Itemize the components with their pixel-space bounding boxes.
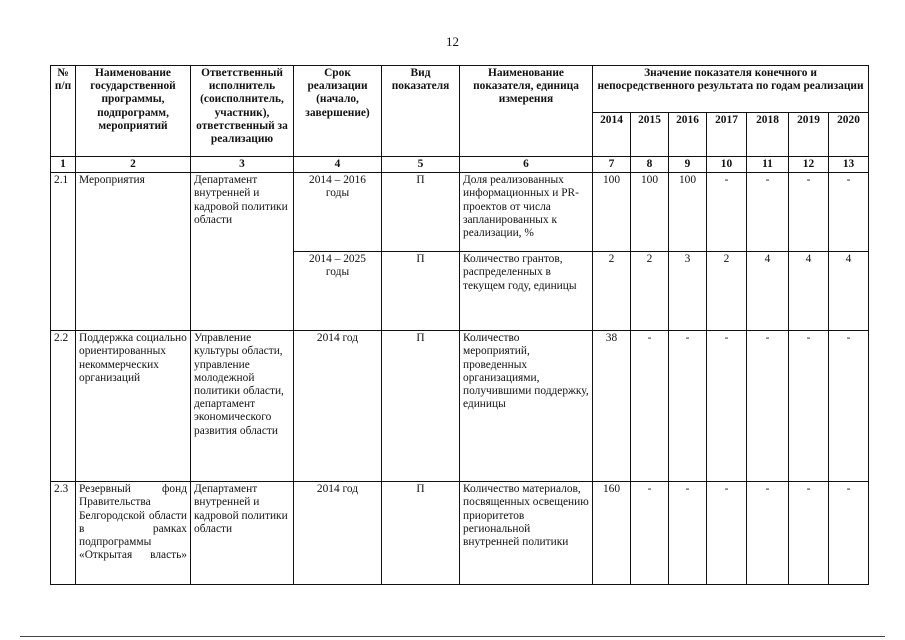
header-year: 2018 [747, 113, 789, 157]
column-number: 1 [51, 157, 76, 173]
header-year: 2015 [631, 113, 669, 157]
header-year: 2020 [829, 113, 869, 157]
page-number: 12 [446, 34, 459, 49]
row-value: - [707, 331, 747, 482]
header-indicator-name: Наименование показателя, единица измерения [460, 66, 593, 157]
row-executor: Управление культуры области, управление молодежной политики области, департамент экономического развития области [191, 331, 294, 482]
row-value: - [829, 173, 869, 252]
row-number: 2.2 [51, 331, 76, 482]
column-number: 11 [747, 157, 789, 173]
row-value: 4 [829, 252, 869, 331]
column-number: 12 [789, 157, 829, 173]
table-row [51, 482, 869, 585]
header-year: 2019 [789, 113, 829, 157]
row-indicator-name: Доля реализованных информационных и PR-проектов от числа запланированных к реализации, % [460, 173, 593, 252]
header-values-group: Значение показателя конечного и непосредственного результата по годам реализации [593, 66, 869, 113]
row-value: 100 [631, 173, 669, 252]
row-term: 2014 год [294, 331, 382, 482]
indicators-table [50, 65, 869, 585]
row-value: 160 [593, 482, 631, 585]
header-year: 2016 [669, 113, 707, 157]
row-value: - [789, 331, 829, 482]
table-row [51, 173, 869, 252]
row-value: - [747, 331, 789, 482]
row-value: 38 [593, 331, 631, 482]
row-value: - [669, 482, 707, 585]
row-value: - [747, 482, 789, 585]
header-indicator-kind: Вид показателя [382, 66, 460, 157]
column-numbers-row [51, 157, 869, 173]
row-value: 4 [789, 252, 829, 331]
row-value: - [829, 482, 869, 585]
column-number: 10 [707, 157, 747, 173]
row-value: - [789, 482, 829, 585]
row-number: 2.3 [51, 482, 76, 585]
page-bottom-rule [20, 636, 885, 638]
row-indicator-kind: П [382, 331, 460, 482]
row-term: 2014 – 2016 годы [294, 173, 382, 252]
column-number: 2 [76, 157, 191, 173]
row-indicator-name: Количество мероприятий, проведенных организациями, получившими поддержку, единицы [460, 331, 593, 482]
header-term: Срок реализации (начало, завершение) [294, 66, 382, 157]
column-number: 8 [631, 157, 669, 173]
row-value: 100 [669, 173, 707, 252]
column-number: 6 [460, 157, 593, 173]
row-term: 2014 – 2025 годы [294, 252, 382, 331]
column-number: 5 [382, 157, 460, 173]
row-value: 3 [669, 252, 707, 331]
table-row [51, 331, 869, 482]
row-value: 100 [593, 173, 631, 252]
header-program-name: Наименование государственной программы, подпрограмм, мероприятий [76, 66, 191, 157]
row-program-name: Поддержка социально ориентированных некоммерческих организаций [76, 331, 191, 482]
row-value: - [631, 331, 669, 482]
row-program-name: Резервный фонд Правительства Белгородской области в рамках подпрограммы «Открытая власть» [76, 482, 191, 585]
header-row [51, 66, 869, 113]
column-number: 13 [829, 157, 869, 173]
row-value: - [747, 173, 789, 252]
row-indicator-kind: П [382, 252, 460, 331]
column-number: 7 [593, 157, 631, 173]
row-value: - [789, 173, 829, 252]
row-program-name: Мероприятия [76, 173, 191, 331]
header-year: 2014 [593, 113, 631, 157]
row-value: - [707, 173, 747, 252]
row-number: 2.1 [51, 173, 76, 331]
row-indicator-kind: П [382, 482, 460, 585]
row-value: 2 [593, 252, 631, 331]
row-executor: Департамент внутренней и кадровой политики области [191, 482, 294, 585]
row-indicator-kind: П [382, 173, 460, 252]
row-value: 2 [631, 252, 669, 331]
row-indicator-name: Количество грантов, распределенных в текущем году, единицы [460, 252, 593, 331]
row-value: - [669, 331, 707, 482]
row-value: - [829, 331, 869, 482]
row-value: 2 [707, 252, 747, 331]
header-number: № п/п [51, 66, 76, 157]
header-executor: Ответственный исполнитель (соисполнитель, участник), ответственный за реализацию [191, 66, 294, 157]
row-value: - [631, 482, 669, 585]
row-term: 2014 год [294, 482, 382, 585]
column-number: 3 [191, 157, 294, 173]
column-number: 9 [669, 157, 707, 173]
header-year: 2017 [707, 113, 747, 157]
row-indicator-name: Количество материалов, посвященных освещению приоритетов региональной внутренней политики [460, 482, 593, 585]
row-value: 4 [747, 252, 789, 331]
column-number: 4 [294, 157, 382, 173]
row-executor: Департамент внутренней и кадровой политики области [191, 173, 294, 331]
row-value: - [707, 482, 747, 585]
